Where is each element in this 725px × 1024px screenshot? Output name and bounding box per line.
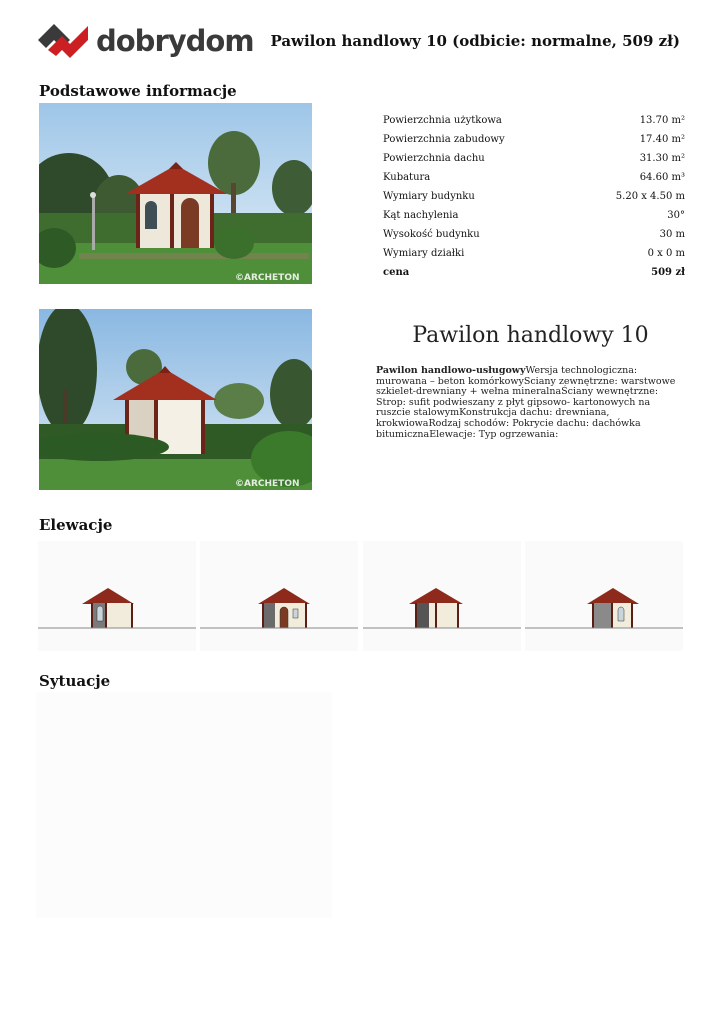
elevation-drawing-entrance — [200, 541, 358, 651]
brand-name: dobrydom — [96, 24, 254, 58]
info-value: 13.70 m² — [639, 115, 685, 126]
info-value: 17.40 m² — [639, 134, 685, 145]
info-row — [383, 149, 685, 168]
info-label: Powierzchnia użytkowa — [383, 115, 502, 126]
photo-watermark: ©ARCHETON — [235, 273, 300, 283]
site-plan-image — [36, 692, 332, 918]
info-row — [383, 263, 685, 282]
info-label: Powierzchnia zabudowy — [383, 134, 505, 145]
logo-mark-icon — [36, 22, 92, 64]
property-info-table — [383, 111, 685, 282]
info-label: Wymiary budynku — [383, 191, 475, 202]
info-row — [383, 168, 685, 187]
info-value: 31.30 m² — [639, 153, 685, 164]
info-row — [383, 225, 685, 244]
info-label: Wymiary działki — [383, 248, 465, 259]
elevation-drawing-front — [38, 541, 196, 651]
info-label: Wysokość budynku — [383, 229, 480, 240]
description-lead: Pawilon handlowo-usługowy — [376, 365, 526, 376]
photo-watermark: ©ARCHETON — [235, 479, 300, 489]
info-row — [383, 187, 685, 206]
info-value: 30° — [667, 210, 685, 221]
elevation-drawing-side — [525, 541, 683, 651]
section-heading-situations: Sytuacje — [39, 672, 111, 690]
info-label: Powierzchnia dachu — [383, 153, 485, 164]
page-title: Pawilon handlowy 10 (odbicie: normalne, 509 zł) — [270, 32, 680, 50]
info-label: cena — [383, 267, 410, 278]
project-description — [376, 366, 685, 440]
info-value: 30 m — [659, 229, 685, 240]
section-heading-basic-info: Podstawowe informacje — [39, 82, 237, 100]
info-label: Kąt nachylenia — [383, 210, 459, 221]
elevations-gallery — [38, 541, 684, 651]
info-value: 64.60 m³ — [639, 172, 685, 183]
brand-logo — [36, 22, 254, 64]
info-row — [383, 111, 685, 130]
house-photo-side — [39, 309, 312, 490]
info-row — [383, 130, 685, 149]
section-heading-elevations: Elewacje — [39, 516, 113, 534]
house-photo-front — [39, 103, 312, 284]
info-value: 0 x 0 m — [647, 248, 685, 259]
info-row — [383, 244, 685, 263]
info-value: 509 zł — [651, 267, 685, 278]
info-row — [383, 206, 685, 225]
project-title: Pawilon handlowy 10 — [412, 323, 649, 348]
info-value: 5.20 x 4.50 m — [615, 191, 685, 202]
info-label: Kubatura — [383, 172, 431, 183]
elevation-drawing-rear — [363, 541, 521, 651]
description-body: Wersja technologiczna: murowana – beton komórkowySciany zewnętrzne: warstwowe szkielet-drewniany + wełna mineralnaŚciany wewnętrzne: Strop: sufit podwieszany z płyt gipsowo- kartonowych na ruszcie stalowymKonstrukcja dachu: drewniana, krokwiowaRodzaj schodów: Pokrycie dachu: dachówka bitumicznaElewacje: Typ ogrzewania: — [376, 365, 676, 440]
